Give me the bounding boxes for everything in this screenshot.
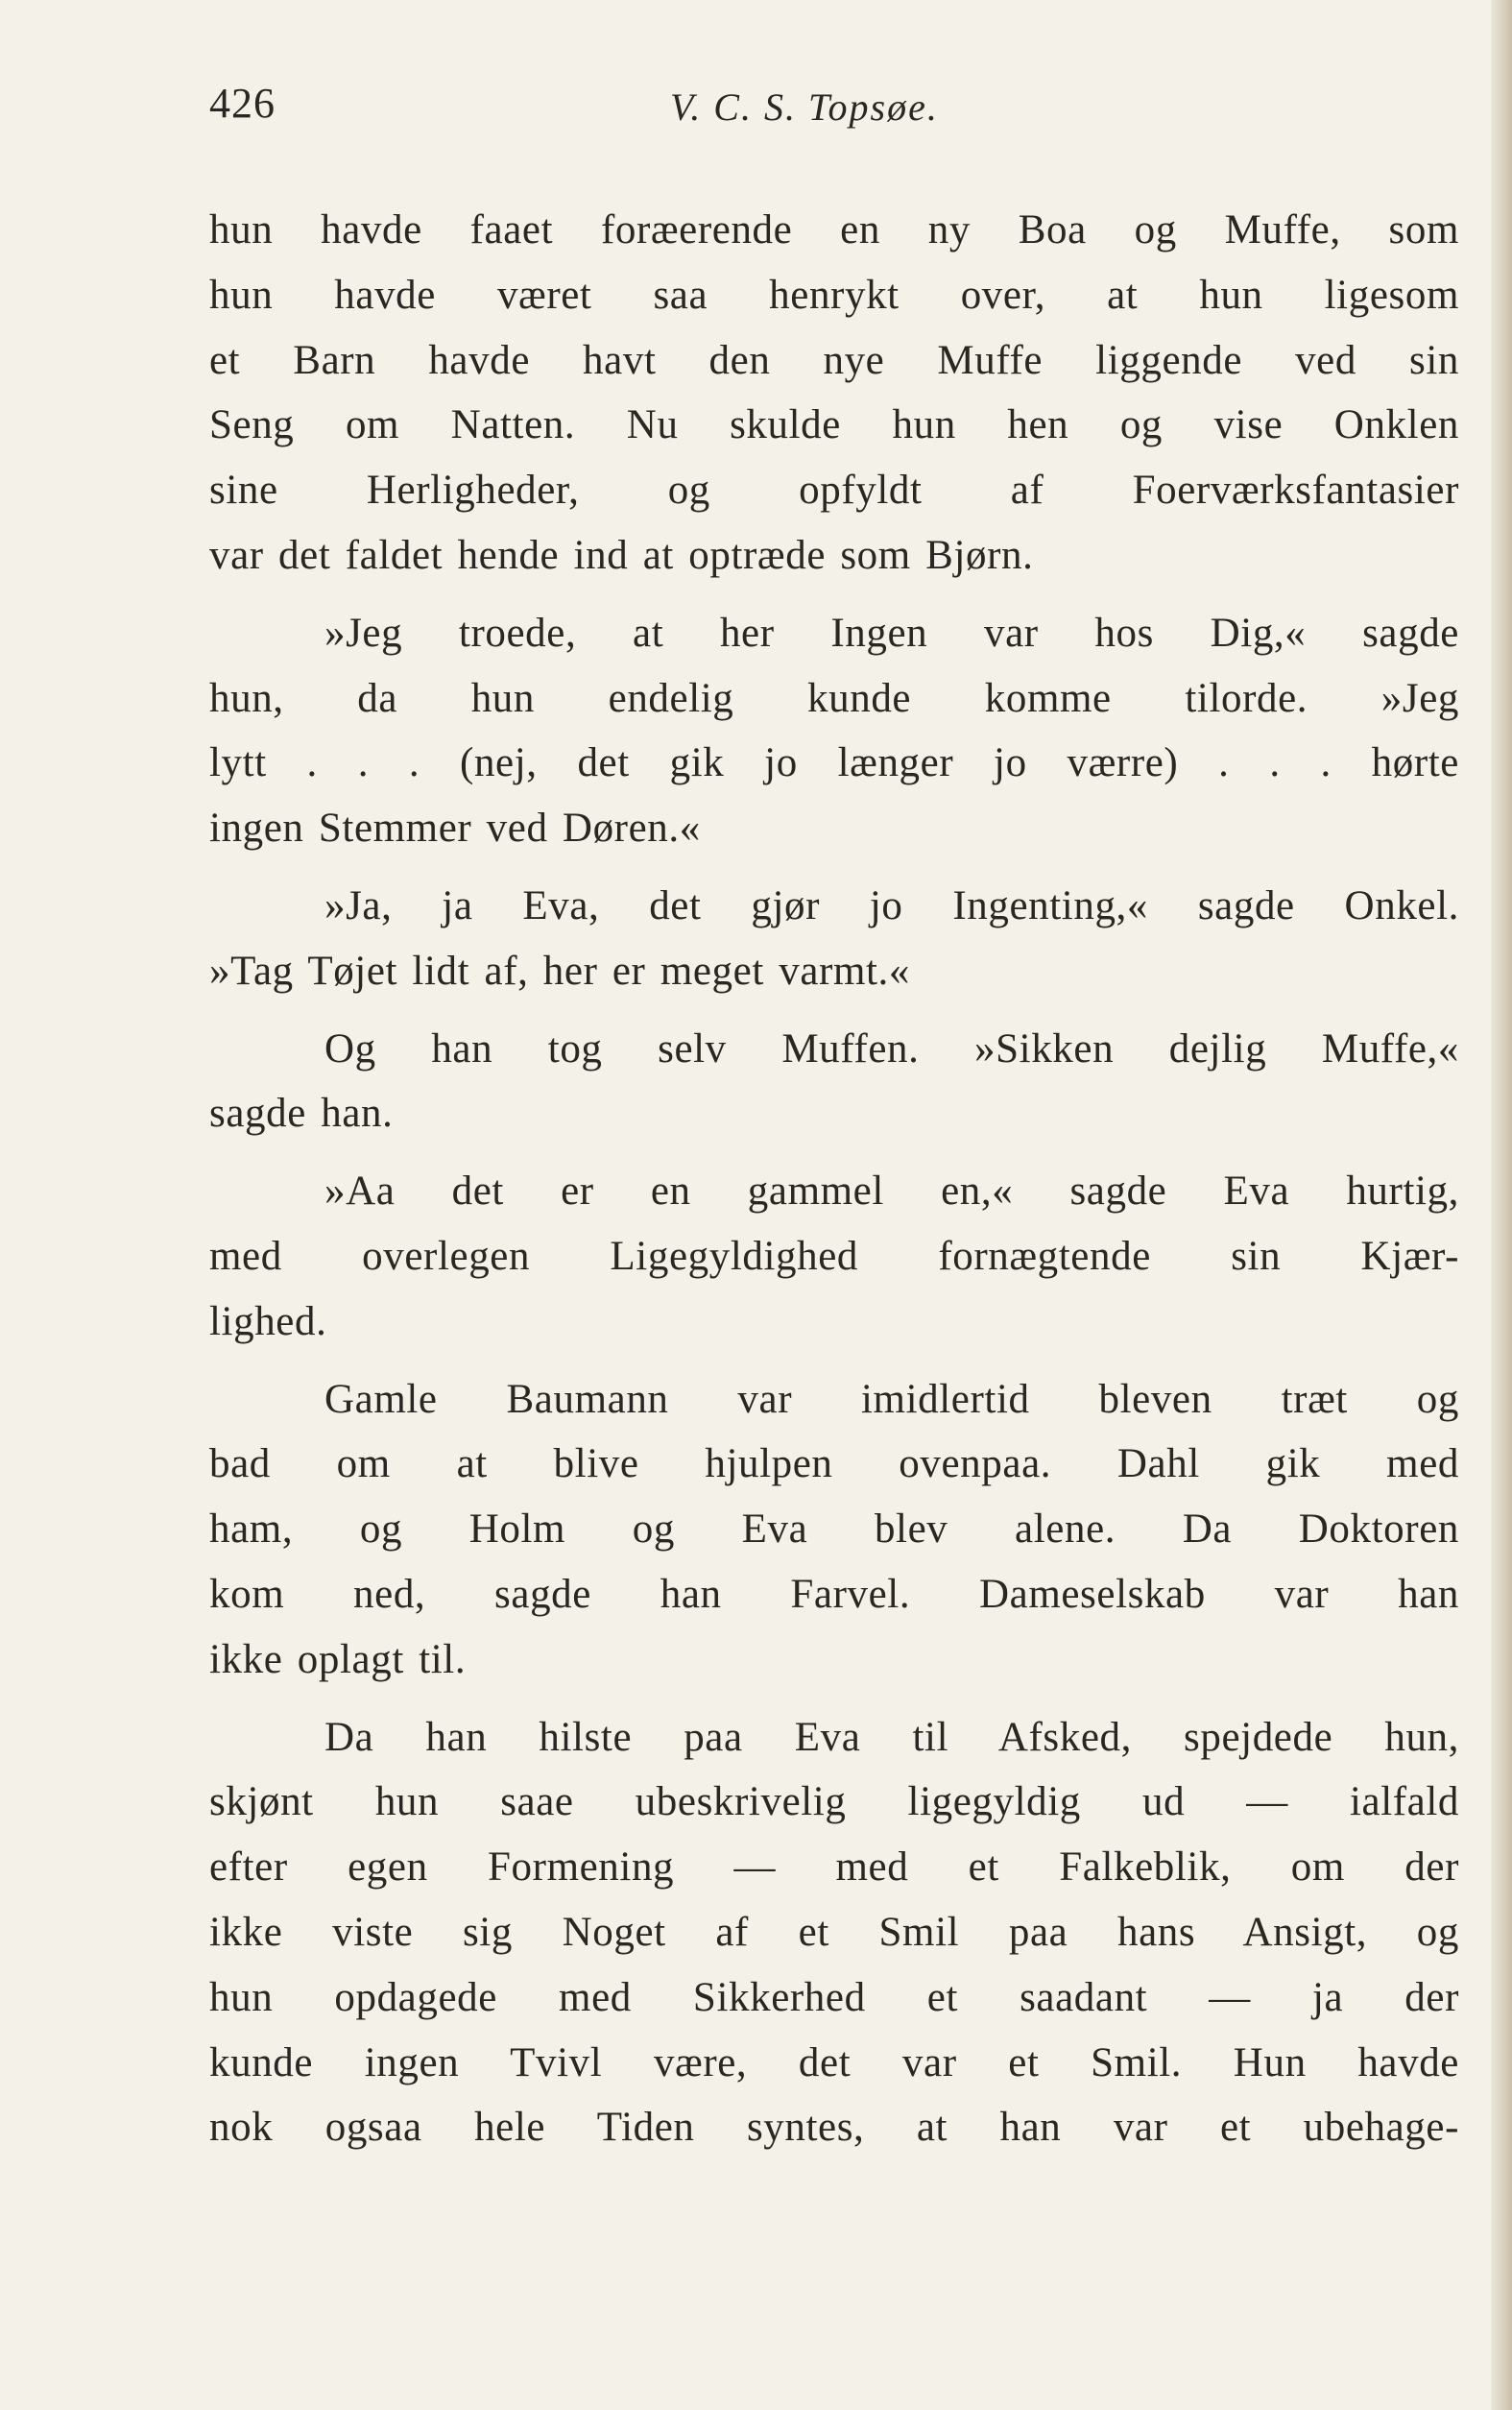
- text-line: hun havde været saa henrykt over, at hun ligesom: [209, 272, 1459, 318]
- text-line: bad om at blive hjulpen ovenpaa. Dahl gik med: [209, 1441, 1459, 1487]
- paragraph: [209, 874, 1459, 1004]
- text-line: sine Herligheder, og opfyldt af Foerværksfantasier: [209, 468, 1459, 514]
- text-line: var det faldet hende ind at optræde som Bjørn.: [209, 532, 1034, 578]
- text-line: Og han tog selv Muffen. »Sikken dejlig Muffe,«: [324, 1025, 1459, 1072]
- page-edge: [1491, 0, 1512, 2410]
- body-text: [209, 198, 1459, 2160]
- text-line: ikke oplagt til.: [209, 1636, 467, 1682]
- paragraph: [209, 198, 1459, 589]
- page-header: [209, 79, 1457, 136]
- text-line: Gamle Baumann var imidlertid bleven træt og: [324, 1376, 1459, 1422]
- text-line: hun opdagede med Sikkerhed et saadant — ja der: [209, 1974, 1459, 2020]
- text-line: Da han hilste paa Eva til Afsked, spejdede hun,: [324, 1714, 1459, 1760]
- text-line: lytt . . . (nej, det gik jo længer jo værre) . . . hørte: [209, 740, 1459, 786]
- running-head: V. C. S. Topsøe.: [670, 85, 939, 129]
- paragraph: [209, 1159, 1459, 1354]
- text-line: efter egen Formening — med et Falkeblik, om der: [209, 1844, 1459, 1891]
- text-line: ikke viste sig Noget af et Smil paa hans Ansigt, og: [209, 1909, 1459, 1955]
- text-line: med overlegen Ligegyldighed fornægtende sin Kjær-: [209, 1233, 1459, 1279]
- text-line: sagde han.: [209, 1091, 394, 1137]
- text-line: »Tag Tøjet lidt af, her er meget varmt.«: [209, 948, 910, 994]
- paragraph: [209, 1367, 1459, 1693]
- paragraph: [209, 1705, 1459, 2161]
- text-line: »Aa det er en gammel en,« sagde Eva hurtig,: [324, 1169, 1459, 1215]
- text-line: ingen Stemmer ved Døren.«: [209, 806, 701, 852]
- text-line: lighed.: [209, 1298, 327, 1344]
- text-line: et Barn havde havt den nye Muffe liggende ved sin: [209, 337, 1459, 383]
- text-line: skjønt hun saae ubeskrivelig ligegyldig ud — ialfald: [209, 1779, 1459, 1825]
- text-line: »Ja, ja Eva, det gjør jo Ingenting,« sagde Onkel.: [324, 882, 1459, 928]
- text-line: hun, da hun endelig kunde komme tilorde. »Jeg: [209, 675, 1459, 721]
- text-line: kunde ingen Tvivl være, det var et Smil. Hun havde: [209, 2039, 1459, 2085]
- text-line: nok ogsaa hele Tiden syntes, at han var et ubehage-: [209, 2105, 1459, 2151]
- text-line: »Jeg troede, at her Ingen var hos Dig,« sagde: [324, 610, 1459, 656]
- page-number: 426: [209, 80, 276, 127]
- text-line: ham, og Holm og Eva blev alene. Da Doktoren: [209, 1506, 1459, 1553]
- text-line: Seng om Natten. Nu skulde hun hen og vise Onklen: [209, 402, 1459, 448]
- paragraph: [209, 1017, 1459, 1147]
- text-line: kom ned, sagde han Farvel. Dameselskab var han: [209, 1571, 1459, 1617]
- paragraph: [209, 601, 1459, 861]
- text-line: hun havde faaet foræerende en ny Boa og Muffe, som: [209, 207, 1459, 253]
